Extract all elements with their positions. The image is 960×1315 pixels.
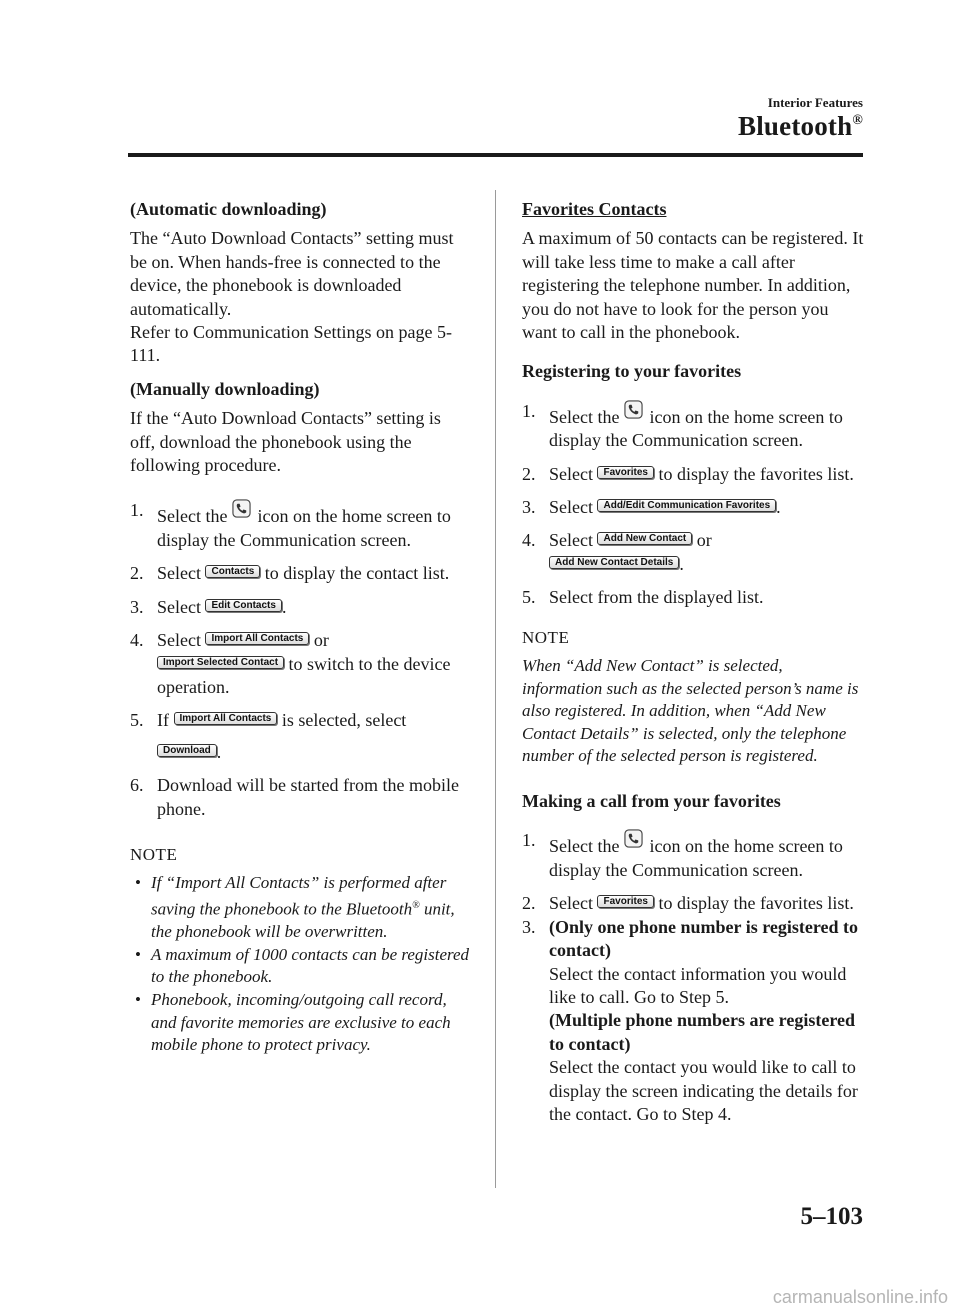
manual-download-paragraph: If the “Auto Download Contacts” setting is off, download the phonebook using the following procedure. [130, 408, 441, 476]
step-text: Select [157, 630, 201, 651]
step-number: 2. [522, 463, 536, 484]
favorites-contacts-heading: Favorites Contacts [522, 199, 667, 219]
step-text: is selected, select [281, 710, 407, 731]
step-text: icon on the home screen to display the Communication screen. [157, 506, 451, 550]
register-step-2 [522, 463, 867, 486]
step-text: Select the [549, 406, 620, 427]
step-text: Select [157, 596, 201, 617]
step-text: Select [549, 893, 593, 914]
step-text: Select the [549, 836, 620, 857]
step-text: or [313, 630, 329, 651]
step-text: . [679, 553, 684, 574]
phone-icon [624, 829, 643, 848]
step-text: to display the favorites list. [658, 893, 854, 914]
download-step-4 [130, 629, 470, 699]
step-number: 1. [130, 500, 144, 521]
step-number: 2. [130, 563, 144, 584]
download-step-1 [130, 499, 470, 552]
import-selected-contact-button: Import Selected Contact [157, 656, 284, 669]
column-divider [495, 190, 496, 1188]
step-text: . [776, 497, 781, 518]
note-title: NOTE [130, 844, 178, 864]
add-edit-communication-favorites-button: Add/Edit Communication Favorites [597, 499, 776, 512]
step-number: 6. [130, 775, 144, 796]
step-text: If [157, 710, 169, 731]
note-text: Phonebook, incoming/outgoing call record, and favorite memories are exclusive to each mobile phone to protect privacy. [151, 989, 451, 1055]
bullet-marker: • [135, 989, 141, 1009]
step-number: 5. [130, 710, 144, 731]
step-text: Select [549, 530, 593, 551]
call-step-1 [522, 829, 867, 882]
step-text: Select from the displayed list. [549, 587, 764, 608]
single-number-heading: (Only one phone number is registered to contact) [549, 916, 859, 961]
add-new-contact-details-button: Add New Contact Details [549, 556, 679, 569]
note-text: unit, the phonebook will be overwritten. [151, 899, 455, 942]
step-text: or [696, 530, 712, 551]
step-text: Select [549, 463, 593, 484]
import-all-contacts-button: Import All Contacts [205, 632, 309, 645]
running-header-chapter [738, 111, 863, 142]
chapter-title: Bluetooth [738, 111, 853, 141]
call-step-2 [522, 892, 867, 915]
step-text: Select the [157, 506, 228, 527]
registered-mark: ® [412, 899, 420, 911]
edit-contacts-button: Edit Contacts [205, 599, 281, 612]
auto-download-paragraph: The “Auto Download Contacts” setting must be on. When hands-free is connected to the device, the phonebook is downloaded automatically. [130, 228, 454, 319]
step-text: icon on the home screen to display the Communication screen. [549, 836, 843, 880]
making-call-heading: Making a call from your favorites [522, 791, 781, 812]
download-step-2 [130, 562, 470, 585]
bullet-marker: • [135, 873, 141, 893]
step-number: 5. [522, 587, 536, 608]
phone-icon [624, 400, 643, 419]
favorites-note-text: When “Add New Contact” is selected, information such as the selected person’s name is also registered. In addition, when “Add New Contact Details” is selected, only the telephone number of the selected person is registered. [522, 656, 859, 766]
step-number: 1. [522, 400, 536, 421]
header-rule [128, 153, 863, 157]
step-number: 3. [130, 596, 144, 617]
page-number: 5–103 [800, 1203, 863, 1230]
step-text: to display the contact list. [264, 563, 450, 584]
step-number: 2. [522, 893, 536, 914]
note-bullet [130, 989, 470, 1057]
note-text: If “Import All Contacts” is performed after saving the phonebook to the Bluetooth [151, 873, 447, 919]
register-step-5 [522, 586, 867, 609]
step-text: icon on the home screen to display the Communication screen. [549, 406, 843, 451]
contacts-button: Contacts [205, 565, 260, 578]
registered-mark: ® [852, 113, 863, 128]
auto-download-reference: Refer to Communication Settings on page 5-111. [130, 322, 452, 366]
step-text: Download will be started from the mobile phone. [157, 775, 459, 819]
multiple-numbers-text: Select the contact you would like to call to display the screen indicating the details for the contact. Go to Step 4. [549, 1057, 858, 1124]
favorites-paragraph: A maximum of 50 contacts can be registered. It will take less time to make a call after registering the telephone number. In addition, you do not have to look for the person you want to call in the phonebook. [522, 228, 864, 343]
favorites-button: Favorites [597, 466, 653, 479]
register-step-1 [522, 400, 867, 453]
note-list [130, 872, 470, 1056]
download-step-5 [130, 709, 470, 764]
manual-download-heading: (Manually downloading) [130, 378, 320, 399]
call-step-3 [522, 916, 867, 1127]
step-text: to display the favorites list. [658, 463, 854, 484]
step-number: 3. [522, 916, 536, 937]
import-all-contacts-button: Import All Contacts [174, 712, 278, 725]
step-text: Select [549, 497, 593, 518]
step-text: Select [157, 563, 201, 584]
registering-heading: Registering to your favorites [522, 361, 742, 382]
download-button: Download [157, 744, 217, 757]
note-bullet [130, 944, 470, 989]
note-text: A maximum of 1000 contacts can be registered to the phonebook. [151, 944, 470, 987]
download-step-6 [130, 774, 470, 821]
register-step-4 [522, 529, 867, 576]
step-text: . [281, 596, 287, 617]
bullet-marker: • [135, 944, 141, 964]
running-header-section: Interior Features [767, 95, 863, 110]
favorites-button: Favorites [597, 895, 653, 908]
note-bullet [130, 872, 470, 943]
left-column [130, 198, 470, 1057]
right-column [522, 198, 867, 1126]
step-number: 1. [522, 830, 536, 851]
step-number: 4. [130, 630, 144, 651]
step-number: 4. [522, 530, 536, 551]
download-step-3 [130, 596, 470, 619]
multiple-numbers-heading: (Multiple phone numbers are registered to contact) [549, 1010, 855, 1054]
step-number: 3. [522, 497, 536, 518]
register-step-3 [522, 496, 867, 519]
note-title: NOTE [522, 627, 570, 647]
step-text: . [216, 741, 222, 762]
watermark: carmanualsonline.info [772, 1287, 948, 1307]
auto-download-heading: (Automatic downloading) [130, 199, 327, 219]
phone-icon [232, 499, 251, 518]
single-number-text: Select the contact information you would like to call. Go to Step 5. [549, 963, 847, 1007]
step-text: to switch to the device operation. [157, 653, 451, 697]
add-new-contact-button: Add New Contact [597, 532, 692, 545]
